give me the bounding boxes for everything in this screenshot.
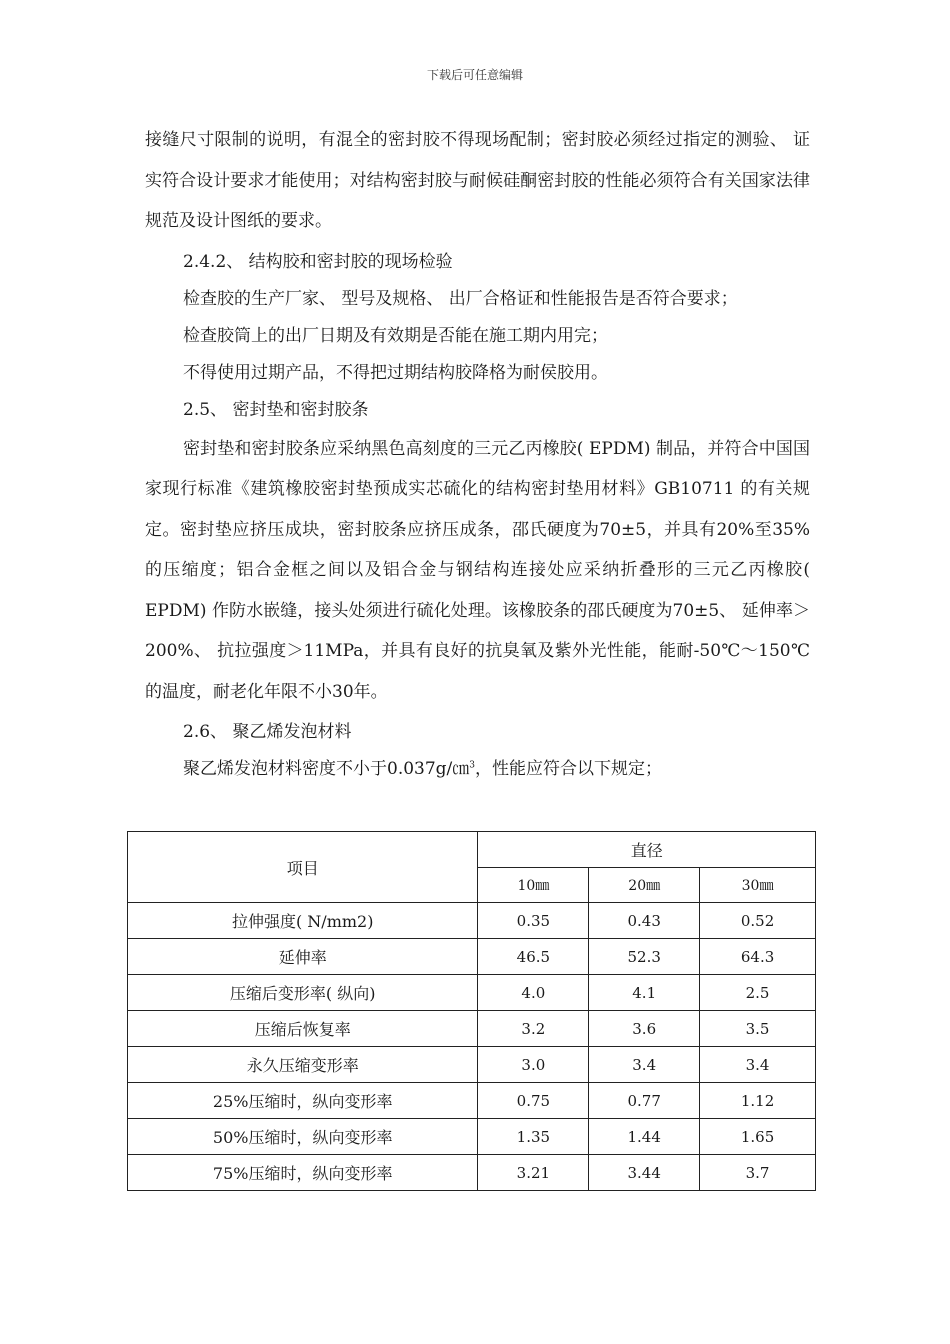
cell-value: 3.7 bbox=[700, 1155, 816, 1191]
table-row bbox=[128, 1155, 816, 1191]
table-row bbox=[128, 903, 816, 939]
row-label: 拉伸强度( N/mm2) bbox=[128, 903, 478, 939]
foam-density-text: 聚乙烯发泡材料密度不小于0.037g/㎝ bbox=[183, 759, 470, 779]
table-row bbox=[128, 939, 816, 975]
cell-value: 0.75 bbox=[478, 1083, 589, 1119]
header-diameter: 直径 bbox=[478, 832, 816, 868]
section-heading-2-5: 2.5、 密封垫和密封胶条 bbox=[183, 399, 369, 420]
cell-value: 3.21 bbox=[478, 1155, 589, 1191]
table-row bbox=[128, 1047, 816, 1083]
cell-value: 4.1 bbox=[589, 975, 700, 1011]
cell-value: 1.44 bbox=[589, 1119, 700, 1155]
cell-value: 3.4 bbox=[589, 1047, 700, 1083]
inspection-item-manufacturer: 检查胶的生产厂家、 型号及规格、 出厂合格证和性能报告是否符合要求； bbox=[183, 288, 738, 309]
row-label: 压缩后变形率( 纵向) bbox=[128, 975, 478, 1011]
document-body bbox=[145, 120, 810, 788]
row-label: 75%压缩时，纵向变形率 bbox=[128, 1155, 478, 1191]
section-heading-2-6: 2.6、 聚乙烯发泡材料 bbox=[183, 722, 352, 742]
cell-value: 0.77 bbox=[589, 1083, 700, 1119]
section-heading-2-4-2: 2.4.2、 结构胶和密封胶的现场检验 bbox=[183, 251, 453, 272]
cell-value: 3.4 bbox=[700, 1047, 816, 1083]
inspection-item-expiry: 检查胶筒上的出厂日期及有效期是否能在施工期内用完； bbox=[183, 325, 608, 346]
cell-value: 46.5 bbox=[478, 939, 589, 975]
paragraph-foam-density bbox=[145, 751, 810, 788]
cell-value: 64.3 bbox=[700, 939, 816, 975]
cell-value: 3.2 bbox=[478, 1011, 589, 1047]
cell-value: 0.35 bbox=[478, 903, 589, 939]
cell-value: 2.5 bbox=[700, 975, 816, 1011]
row-label: 25%压缩时，纵向变形率 bbox=[128, 1083, 478, 1119]
row-label: 50%压缩时，纵向变形率 bbox=[128, 1119, 478, 1155]
header-item: 项目 bbox=[128, 832, 478, 903]
cell-value: 3.5 bbox=[700, 1011, 816, 1047]
row-label: 永久压缩变形率 bbox=[128, 1047, 478, 1083]
inspection-item-no-expired: 不得使用过期产品，不得把过期结构胶降格为耐侯胶用。 bbox=[183, 362, 608, 383]
header-size-20: 20㎜ bbox=[589, 868, 700, 903]
row-label: 延伸率 bbox=[128, 939, 478, 975]
cell-value: 3.44 bbox=[589, 1155, 700, 1191]
cell-value: 1.35 bbox=[478, 1119, 589, 1155]
paragraph-gasket-spec: 密封垫和密封胶条应采纳黑色高刻度的三元乙丙橡胶( EPDM) 制品，并符合中国国家现行标准《建筑橡胶密封垫预成实芯硫化的结构密封垫用材料》GB10711 的有关规定。密封垫应挤压成块，密封胶条应挤压成条，邵氏硬度为70±5，并具有20%至35%的压缩度；铝合金框之间以及铝合金与钢结构连接处应采纳折叠形的三元乙丙橡胶( EPDM) 作防水嵌缝，接头处须进行硫化处理。该橡胶条的邵氏硬度为70±5、 延伸率＞200%、 抗拉强度＞11MPa，并具有良好的抗臭氧及紫外光性能，能耐-50℃～150℃的温度，耐老化年限不小30年。 bbox=[145, 438, 810, 702]
table-row bbox=[128, 975, 816, 1011]
table-row bbox=[128, 1011, 816, 1047]
cell-value: 52.3 bbox=[589, 939, 700, 975]
cell-value: 0.52 bbox=[700, 903, 816, 939]
paragraph-sealant-requirements: 接缝尺寸限制的说明，有混全的密封胶不得现场配制；密封胶必须经过指定的测验、 证实符合设计要求才能使用；对结构密封胶与耐候硅酮密封胶的性能必须符合有关国家法律规范及设计图纸的要求。 bbox=[145, 130, 810, 231]
table-header-row bbox=[128, 832, 816, 868]
foam-density-tail: ，性能应符合以下规定； bbox=[475, 759, 663, 779]
superscript-cubic: 3 bbox=[469, 760, 476, 771]
page-header-note: 下载后可任意编辑 bbox=[426, 68, 523, 82]
cell-value: 1.65 bbox=[700, 1119, 816, 1155]
table-row bbox=[128, 1119, 816, 1155]
foam-properties-table bbox=[127, 831, 816, 1191]
row-label: 压缩后恢复率 bbox=[128, 1011, 478, 1047]
cell-value: 0.43 bbox=[589, 903, 700, 939]
table-row bbox=[128, 1083, 816, 1119]
header-size-10: 10㎜ bbox=[478, 868, 589, 903]
header-size-30: 30㎜ bbox=[700, 868, 816, 903]
cell-value: 3.0 bbox=[478, 1047, 589, 1083]
cell-value: 3.6 bbox=[589, 1011, 700, 1047]
cell-value: 4.0 bbox=[478, 975, 589, 1011]
cell-value: 1.12 bbox=[700, 1083, 816, 1119]
